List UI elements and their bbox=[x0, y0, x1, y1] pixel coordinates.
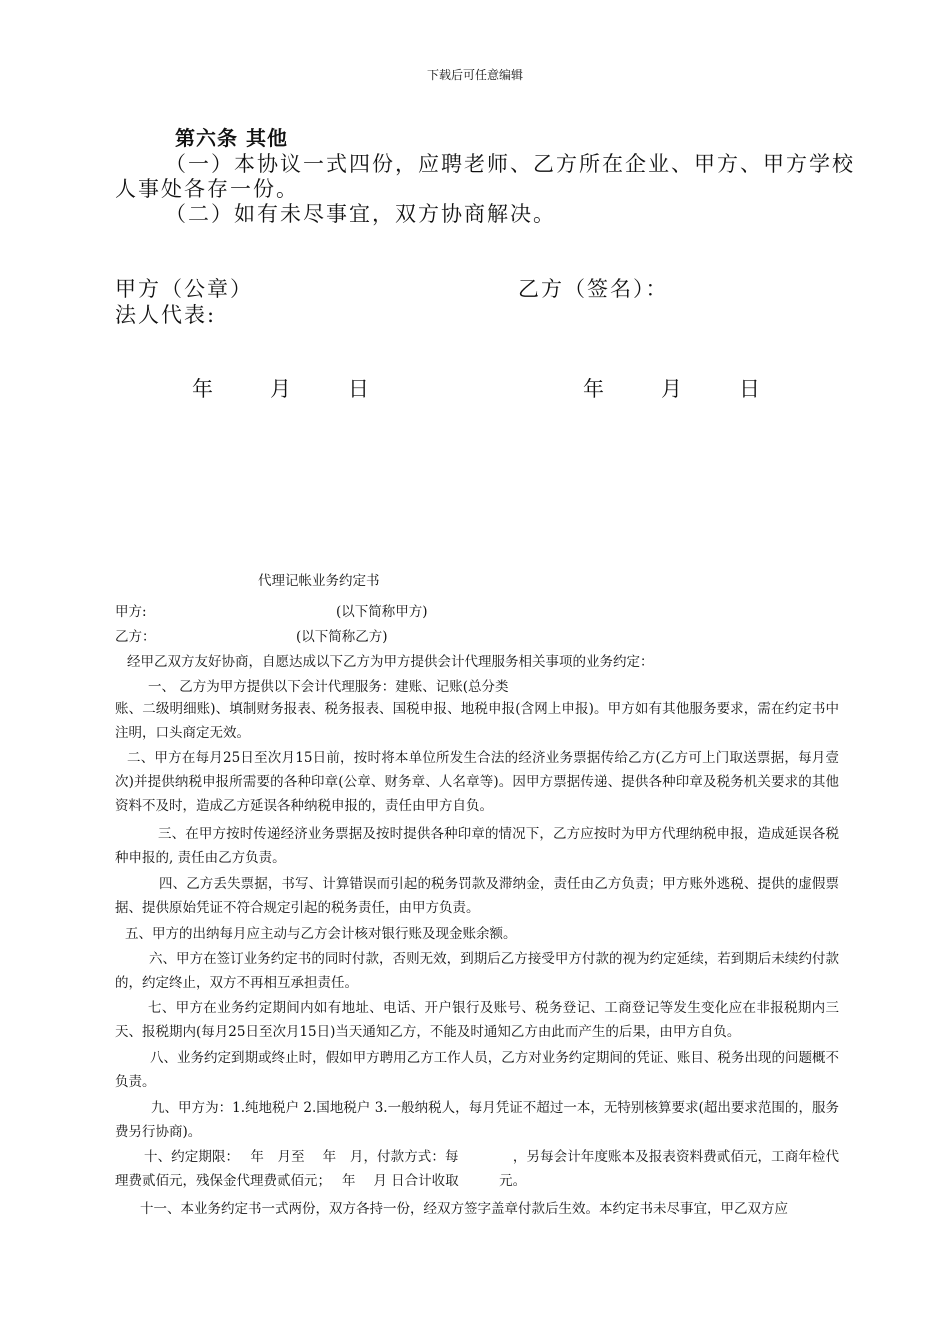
legal-rep-label: 法人代表: bbox=[115, 303, 217, 327]
clause-8: 八、业务约定到期或终止时，假如甲方聘用乙方工作人员，乙方对业务约定期间的凭证、账目、税务出现的问题概不负责。 bbox=[115, 1050, 839, 1090]
section-title: 第六条 其他 bbox=[175, 126, 288, 150]
clause-3: 三、在甲方按时传递经济业务票据及按时提供各种印章的情况下，乙方应按时为甲方代理纳税申报，造成延误各税种申报的, 责任由乙方负责。 bbox=[115, 826, 839, 866]
clause-7: 七、甲方在业务约定期间内如有地址、电话、开户银行及账号、税务登记、工商登记等发生变化应在非报税期内三天、报税期内(每月25日至次月15日)当天通知乙方，不能及时通知乙方由此而产生的后果，由甲方自负。 bbox=[115, 1000, 839, 1040]
party-a-label: 甲方: bbox=[115, 604, 147, 620]
section-item-1-line-2: 人事处各存一份。 bbox=[115, 177, 299, 201]
clause-5: 五、甲方的出纳每月应主动与乙方会计核对银行账及现金账余额。 bbox=[125, 926, 517, 942]
party-b-note: (以下简称乙方) bbox=[296, 629, 388, 645]
clause-4: 四、乙方丢失票据，书写、计算错误而引起的税务罚款及滞纳金，责任由乙方负责；甲方账外逃税、提供的虚假票据、提供原始凭证不符合规定引起的税务责任，由甲方负责。 bbox=[115, 876, 839, 916]
page-header: 下载后可任意编辑 bbox=[426, 68, 523, 82]
contract-intro: 经甲乙双方友好协商，自愿达成以下乙方为甲方提供会计代理服务相关事项的业务约定： bbox=[127, 654, 654, 670]
clause-9: 九、甲方为：1.纯地税户 2.国地税户 3.一般纳税人，每月凭证不超过一本，无特别核算要求(超出要求范围的，服务费另行协商)。 bbox=[115, 1100, 839, 1140]
clause-11: 十一、本业务约定书一式两份，双方各持一份，经双方签字盖章付款后生效。本约定书未尽事宜，甲乙双方应 bbox=[140, 1201, 788, 1217]
month-label: 月 bbox=[270, 377, 293, 401]
clause-10: 十、约定期限： 年 月至 年 月，付款方式：每 ，另每会计年度账本及报表资料费贰佰元，工商年检代理费贰佰元，残保金代理费贰佰元； 年 月 日合计收取 元。 bbox=[115, 1149, 839, 1189]
party-b-label: 乙方： bbox=[115, 629, 156, 645]
party-a-seal-label: 甲方（公章） bbox=[115, 277, 253, 301]
clause-2: 二、甲方在每月25日至次月15日前，按时将本单位所发生合法的经济业务票据传给乙方(乙方可上门取送票据，每月壹次)并提供纳税申报所需要的各种印章(公章、财务章、人名章等)。因甲方票据传递、提供各种印章及税务机关要求的其他资料不及时，造成乙方延误各种纳税申报的，责任由甲方自负。 bbox=[115, 750, 839, 814]
clause-6: 六、甲方在签订业务约定书的同时付款，否则无效，到期后乙方接受甲方付款的视为约定延续，若到期后未续约付款的，约定终止，双方不再相互承担责任。 bbox=[115, 951, 839, 991]
section-item-2: （二）如有未尽事宜，双方协商解决。 bbox=[165, 202, 556, 226]
clause-1: 账、二级明细账)、填制财务报表、税务报表、国税申报、地税申报(含网上申报)。甲方如有其他服务要求，需在约定书中注明，口头商定无效。 bbox=[115, 701, 839, 741]
party-a-note: (以下简称甲方) bbox=[336, 604, 428, 620]
party-b-sign-label: 乙方（签名）： bbox=[518, 277, 669, 301]
year-label: 年 bbox=[192, 377, 215, 401]
clause-1-line-1: 一、 乙方为甲方提供以下会计代理服务：建账、记账(总分类 bbox=[148, 679, 509, 695]
date-party-a bbox=[192, 373, 371, 403]
contract-title: 代理记帐业务约定书 bbox=[258, 573, 380, 589]
month-label: 月 bbox=[661, 377, 684, 401]
date-party-b bbox=[583, 373, 762, 403]
year-label: 年 bbox=[583, 377, 606, 401]
section-item-1-line-1: （一）本协议一式四份，应聘老师、乙方所在企业、甲方、甲方学校 bbox=[165, 152, 855, 176]
day-label: 日 bbox=[739, 377, 762, 401]
day-label: 日 bbox=[348, 377, 371, 401]
